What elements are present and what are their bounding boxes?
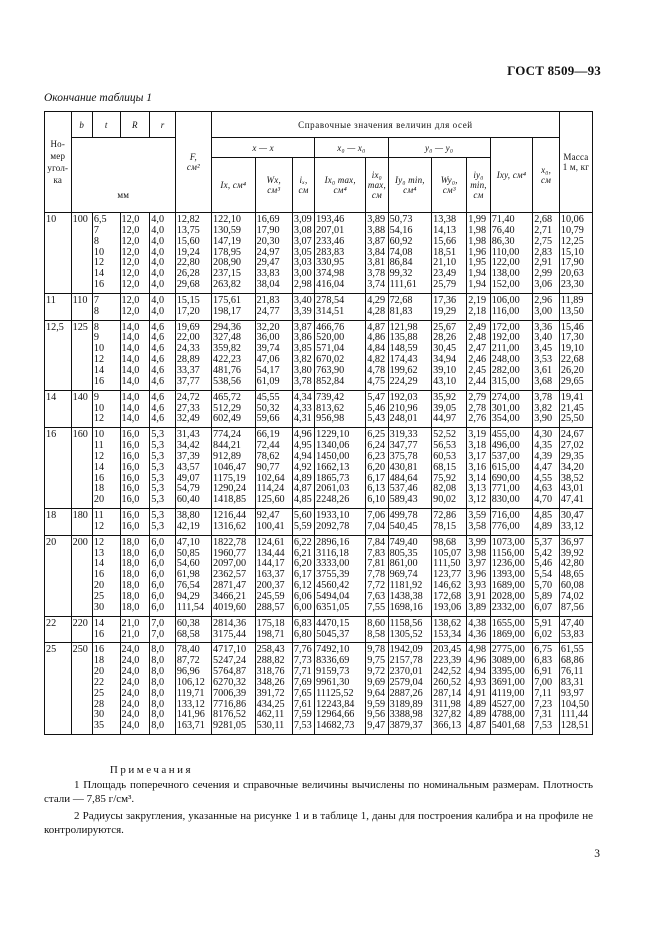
cell-R: 16,0 16,0 — [120, 509, 150, 536]
table-row — [45, 320, 593, 390]
cell-Ixy: 2775,00 3089,00 3395,00 3691,00 4119,00 4527,00 4788,00 5401,68 — [490, 643, 533, 735]
cell-ix: 6,83 6,80 — [292, 616, 314, 643]
cell-ix0: 5,47 5,46 5,43 — [366, 390, 388, 428]
cell-Wx: 32,20 36,00 39,74 47,06 54,17 61,09 — [255, 320, 292, 390]
header-Ix0: Ix₀ max, см⁴ — [315, 158, 366, 213]
cell-F: 12,82 13,75 15,60 19,24 22,80 26,28 29,68 — [175, 213, 211, 294]
cell-R: 12,0 12,0 12,0 12,0 12,0 12,0 12,0 — [120, 213, 150, 294]
cell-Ix0: 1229,10 1340,06 1450,00 1662,13 1865,73 2061,03 2248,26 — [315, 428, 366, 509]
cell-ix0: 7,84 7,83 7,81 7,78 7,72 7,63 7,55 — [366, 535, 388, 616]
cell-Wy0: 72,86 78,15 — [432, 509, 467, 536]
note-1: 1 Площадь поперечного сечения и справочные величины вычислены по номинальным размерам. Плотность стали — 7,85 г/см³. — [44, 779, 593, 805]
cell-iy0: 3,59 3,58 — [467, 509, 490, 536]
cell-t: 16 18 20 22 25 28 30 35 — [92, 643, 120, 735]
cell-r: 4,0 4,0 4,0 4,0 4,0 4,0 4,0 — [150, 213, 176, 294]
cell-b: 100 — [71, 213, 92, 294]
cell-F: 19,69 22,00 24,33 28,89 33,37 37,77 — [175, 320, 211, 390]
cell-iy0: 3,19 3,18 3,17 3,16 3,14 3,13 3,12 — [467, 428, 490, 509]
cell-Iy0: 192,03 210,96 248,01 — [388, 390, 432, 428]
cell-Wy0: 98,68 105,07 111,50 123,77 146,62 172,68 193,06 — [432, 535, 467, 616]
cell-Ix: 294,36 327,48 359,82 422,23 481,76 538,56 — [212, 320, 256, 390]
cell-t: 14 16 — [92, 616, 120, 643]
cell-b: 110 — [71, 293, 92, 320]
cell-mass: 15,46 17,30 19,10 22,68 26,20 29,65 — [559, 320, 592, 390]
cell-Iy0: 121,98 135,88 148,59 174,43 199,62 224,29 — [388, 320, 432, 390]
cell-iy0: 2,49 2,48 2,47 2,46 2,45 2,44 — [467, 320, 490, 390]
notes-heading: Примечания — [109, 764, 194, 776]
cell-ix: 4,96 4,95 4,94 4,92 4,89 4,87 4,85 — [292, 428, 314, 509]
cell-Ix: 1216,44 1316,62 — [212, 509, 256, 536]
cell-r: 4,0 4,0 — [150, 293, 176, 320]
cell-R: 12,0 12,0 — [120, 293, 150, 320]
cell-x0: 6,75 6,83 6,91 7,00 7,11 7,23 7,31 7,53 — [533, 643, 560, 735]
cell-F: 78,40 87,72 96,96 106,12 119,71 133,12 141,96 163,71 — [175, 643, 211, 735]
cell-nomer: 20 — [45, 535, 72, 616]
cell-Wx: 92,47 100,41 — [255, 509, 292, 536]
header-axis-x0: x₀ — x₀ — [315, 138, 388, 158]
cell-F: 31,43 34,42 37,39 43,57 49,07 54,79 60,40 — [175, 428, 211, 509]
cell-r: 5,3 5,3 5,3 5,3 5,3 5,3 5,3 — [150, 428, 176, 509]
cell-Ix0: 466,76 520,00 571,04 670,02 763,90 852,84 — [315, 320, 366, 390]
cell-ix0: 9,78 9,75 9,72 9,69 9,64 9,59 9,56 9,47 — [366, 643, 388, 735]
table-row — [45, 616, 593, 643]
cell-t: 9 10 12 — [92, 390, 120, 428]
cell-Ix: 4717,10 5247,24 5764,87 6270,32 7006,39 7716,86 8176,52 9281,05 — [212, 643, 256, 735]
cell-Wx: 66,19 72,44 78,62 90,77 102,64 114,24 125,60 — [255, 428, 292, 509]
cell-Wx: 258,43 288,82 318,76 348,26 391,72 434,25 462,11 530,11 — [255, 643, 292, 735]
cell-mass: 11,89 13,50 — [559, 293, 592, 320]
cell-mass: 36,97 39,92 42,80 48,65 60,08 74,02 87,56 — [559, 535, 592, 616]
cell-x0: 4,30 4,35 4,39 4,47 4,55 4,63 4,70 — [533, 428, 560, 509]
cell-t: 12 13 14 16 20 25 30 — [92, 535, 120, 616]
cell-Ix0: 739,42 813,62 956,98 — [315, 390, 366, 428]
cell-iy0: 2,79 2,78 2,76 — [467, 390, 490, 428]
cell-nomer: 16 — [45, 428, 72, 509]
standard-header: ГОСТ 8509—93 — [507, 63, 601, 78]
cell-Ix: 122,10 130,59 147,19 178,95 208,90 237,15 263,82 — [212, 213, 256, 294]
cell-ix: 6,22 6,21 6,20 6,17 6,12 6,06 6,00 — [292, 535, 314, 616]
cell-mass: 10,06 10,79 12,25 15,10 17,90 20,63 23,30 — [559, 213, 592, 294]
header-F: F, см² — [175, 112, 211, 213]
cell-nomer: 12,5 — [45, 320, 72, 390]
cell-b: 160 — [71, 428, 92, 509]
table-row — [45, 293, 593, 320]
cell-Ix0: 278,54 314,51 — [315, 293, 366, 320]
header-Ix: Ix, см⁴ — [212, 158, 256, 213]
cell-nomer: 25 — [45, 643, 72, 735]
cell-Wx: 21,83 24,77 — [255, 293, 292, 320]
cell-Ix0: 4470,15 5045,37 — [315, 616, 366, 643]
header-mass: Масса 1 м, кг — [559, 112, 592, 213]
page-number: 3 — [594, 848, 600, 860]
cell-Iy0: 749,40 805,35 861,00 969,74 1181,92 1438,38 1698,16 — [388, 535, 432, 616]
cell-R: 14,0 14,0 14,0 — [120, 390, 150, 428]
cell-Iy0: 319,33 347,77 375,78 430,81 484,64 537,46 589,43 — [388, 428, 432, 509]
cell-x0: 3,78 3,82 3,90 — [533, 390, 560, 428]
cell-nomer: 10 — [45, 213, 72, 294]
cell-Ixy: 1655,00 1869,00 — [490, 616, 533, 643]
cell-Ixy: 274,00 301,00 354,00 — [490, 390, 533, 428]
cell-b: 250 — [71, 643, 92, 735]
cell-Wy0: 25,67 28,26 30,45 34,94 39,10 43,10 — [432, 320, 467, 390]
cell-Ixy: 172,00 192,00 211,00 248,00 282,00 315,00 — [490, 320, 533, 390]
header-b: b — [71, 112, 92, 138]
header-t: t — [92, 112, 120, 138]
cell-ix0: 8,60 8,58 — [366, 616, 388, 643]
cell-Ixy: 106,00 116,00 — [490, 293, 533, 320]
cell-Wx: 175,18 198,71 — [255, 616, 292, 643]
cell-t: 8 9 10 12 14 16 — [92, 320, 120, 390]
cell-iy0: 4,38 4,36 — [467, 616, 490, 643]
cell-ix: 3,40 3,39 — [292, 293, 314, 320]
header-axis-xx: x — x — [212, 138, 315, 158]
cell-Ixy: 455,00 496,00 537,00 615,00 690,00 771,00 830,00 — [490, 428, 533, 509]
cell-r: 8,0 8,0 8,0 8,0 8,0 8,0 8,0 8,0 — [150, 643, 176, 735]
cell-Ix: 175,61 198,17 — [212, 293, 256, 320]
cell-Iy0: 1158,56 1305,52 — [388, 616, 432, 643]
header-Ixy: Ixy, см⁴ — [490, 138, 533, 213]
cell-t: 11 12 — [92, 509, 120, 536]
cell-ix0: 4,87 4,86 4,84 4,82 4,78 4,75 — [366, 320, 388, 390]
cell-Wx: 124,61 134,44 144,17 163,37 200,37 245,59 288,57 — [255, 535, 292, 616]
cell-t: 10 11 12 14 16 18 20 — [92, 428, 120, 509]
cell-ix0: 7,06 7,04 — [366, 509, 388, 536]
header-iy0: iy₀ min, см — [467, 158, 490, 213]
table-caption: Окончание таблицы 1 — [44, 92, 152, 104]
header-ix: iₓ, см — [292, 158, 314, 213]
cell-mass: 30,47 33,12 — [559, 509, 592, 536]
table-row — [45, 213, 593, 294]
cell-t: 6,5 7 8 10 12 14 16 — [92, 213, 120, 294]
cell-ix0: 3,89 3,88 3,87 3,84 3,81 3,78 3,74 — [366, 213, 388, 294]
cell-Ix0: 2896,16 3116,18 3333,00 3755,39 4560,42 5494,04 6351,05 — [315, 535, 366, 616]
header-Wx: Wx, см³ — [255, 158, 292, 213]
table-row — [45, 428, 593, 509]
cell-F: 24,72 27,33 32,49 — [175, 390, 211, 428]
table-body — [45, 213, 593, 735]
cell-Ix: 2814,36 3175,44 — [212, 616, 256, 643]
note-2: 2 Радиусы закругления, указанные на рисунке 1 и в таблице 1, даны для построения калибра и на профиле не контролируются. — [44, 810, 593, 836]
cell-nomer: 11 — [45, 293, 72, 320]
cell-x0: 5,91 6,02 — [533, 616, 560, 643]
cell-Ix0: 1933,10 2092,78 — [315, 509, 366, 536]
cell-r: 6,0 6,0 6,0 6,0 6,0 6,0 6,0 — [150, 535, 176, 616]
table-row — [45, 390, 593, 428]
cell-r: 4,6 4,6 4,6 4,6 4,6 4,6 — [150, 320, 176, 390]
cell-R: 24,0 24,0 24,0 24,0 24,0 24,0 24,0 24,0 — [120, 643, 150, 735]
cell-R: 16,0 16,0 16,0 16,0 16,0 16,0 16,0 — [120, 428, 150, 509]
cell-Wx: 16,69 17,90 20,30 24,97 29,47 33,83 38,04 — [255, 213, 292, 294]
cell-Ix: 1822,78 1960,77 2097,00 2362,57 2871,47 3466,21 4019,60 — [212, 535, 256, 616]
header-r: r — [150, 112, 176, 138]
header-Iy0: Iy₀ min, см⁴ — [388, 158, 432, 213]
table-row — [45, 509, 593, 536]
cell-F: 15,15 17,20 — [175, 293, 211, 320]
cell-Iy0: 72,68 81,83 — [388, 293, 432, 320]
cell-r: 7,0 7,0 — [150, 616, 176, 643]
notes-section — [44, 763, 593, 840]
header-axis-y0: y₀ — y₀ — [388, 138, 490, 158]
data-table — [44, 111, 593, 735]
cell-x0: 3,36 3,40 3,45 3,53 3,61 3,68 — [533, 320, 560, 390]
cell-Iy0: 499,78 540,45 — [388, 509, 432, 536]
cell-Wy0: 35,92 39,05 44,97 — [432, 390, 467, 428]
header-mm: мм — [71, 138, 175, 213]
cell-Wy0: 138,62 153,34 — [432, 616, 467, 643]
header-reference: Справочные значения величин для осей — [212, 112, 560, 138]
cell-nomer: 22 — [45, 616, 72, 643]
cell-F: 47,10 50,85 54,60 61,98 76,54 94,29 111,54 — [175, 535, 211, 616]
cell-iy0: 4,98 4,96 4,94 4,93 4,91 4,89 4,89 4,87 — [467, 643, 490, 735]
cell-nomer: 18 — [45, 509, 72, 536]
cell-mass: 19,41 21,45 25,50 — [559, 390, 592, 428]
header-R: R — [120, 112, 150, 138]
cell-b: 180 — [71, 509, 92, 536]
cell-nomer: 14 — [45, 390, 72, 428]
cell-R: 21,0 21,0 — [120, 616, 150, 643]
cell-Wx: 45,55 50,32 59,66 — [255, 390, 292, 428]
header-x0: x₀, см — [533, 138, 560, 213]
cell-R: 18,0 18,0 18,0 18,0 18,0 18,0 18,0 — [120, 535, 150, 616]
cell-iy0: 2,19 2,18 — [467, 293, 490, 320]
cell-Ixy: 71,40 76,40 86,30 110,00 122,00 138,00 152,00 — [490, 213, 533, 294]
cell-Wy0: 13,38 14,13 15,66 18,51 21,10 23,49 25,79 — [432, 213, 467, 294]
cell-ix0: 4,29 4,28 — [366, 293, 388, 320]
cell-Ix0: 193,46 207,01 233,46 283,83 330,95 374,98 416,04 — [315, 213, 366, 294]
cell-ix: 5,60 5,59 — [292, 509, 314, 536]
cell-r: 5,3 5,3 — [150, 509, 176, 536]
cell-Wy0: 52,52 56,53 60,53 68,15 75,92 82,08 90,02 — [432, 428, 467, 509]
cell-x0: 5,37 5,42 5,46 5,54 5,70 5,89 6,07 — [533, 535, 560, 616]
cell-iy0: 3,99 3,98 3,97 3,96 3,93 3,91 3,89 — [467, 535, 490, 616]
cell-Iy0: 50,73 54,16 60,92 74,08 86,84 99,32 111,61 — [388, 213, 432, 294]
table-row — [45, 535, 593, 616]
cell-mass: 47,40 53,83 — [559, 616, 592, 643]
cell-mass: 24,67 27,02 29,35 34,20 38,52 43,01 47,41 — [559, 428, 592, 509]
cell-Iy0: 1942,09 2157,78 2370,01 2579,04 2887,26 3189,89 3388,98 3879,37 — [388, 643, 432, 735]
cell-F: 60,38 68,58 — [175, 616, 211, 643]
cell-r: 4,6 4,6 4,6 — [150, 390, 176, 428]
cell-Ix: 465,72 512,29 602,49 — [212, 390, 256, 428]
cell-ix: 3,87 3,86 3,85 3,82 3,80 3,78 — [292, 320, 314, 390]
cell-F: 38,80 42,19 — [175, 509, 211, 536]
cell-ix: 4,34 4,33 4,31 — [292, 390, 314, 428]
cell-b: 125 — [71, 320, 92, 390]
cell-x0: 4,85 4,89 — [533, 509, 560, 536]
cell-t: 7 8 — [92, 293, 120, 320]
cell-Ix: 774,24 844,21 912,89 1046,47 1175,19 1290,24 1418,85 — [212, 428, 256, 509]
header-nomer: Но- мер угол- ка — [45, 112, 72, 213]
cell-Ixy: 716,00 776,00 — [490, 509, 533, 536]
header-Wy0: Wy₀, см³ — [432, 158, 467, 213]
cell-Wy0: 17,36 19,29 — [432, 293, 467, 320]
cell-R: 14,0 14,0 14,0 14,0 14,0 14,0 — [120, 320, 150, 390]
cell-mass: 61,55 68,86 76,11 83,31 93,97 104,50 111,44 128,51 — [559, 643, 592, 735]
header-ix0: ix₀ max, см — [366, 158, 388, 213]
cell-b: 220 — [71, 616, 92, 643]
cell-ix: 7,76 7,73 7,71 7,69 7,65 7,61 7,59 7,53 — [292, 643, 314, 735]
cell-x0: 2,68 2,71 2,75 2,83 2,91 2,99 3,06 — [533, 213, 560, 294]
cell-Ixy: 1073,00 1156,00 1236,00 1393,00 1689,00 2028,00 2332,00 — [490, 535, 533, 616]
cell-ix0: 6,25 6,24 6,23 6,20 6,17 6,13 6,10 — [366, 428, 388, 509]
cell-x0: 2,96 3,00 — [533, 293, 560, 320]
cell-b: 140 — [71, 390, 92, 428]
table-row — [45, 643, 593, 735]
cell-ix: 3,09 3,08 3,07 3,05 3,03 3,00 2,98 — [292, 213, 314, 294]
cell-iy0: 1,99 1,98 1,98 1,96 1,95 1,94 1,94 — [467, 213, 490, 294]
cell-Ix0: 7492,10 8336,69 9159,73 9961,30 11125,52 12243,84 12964,66 14682,73 — [315, 643, 366, 735]
cell-b: 200 — [71, 535, 92, 616]
cell-Wy0: 203,45 223,39 242,52 260,52 287,14 311,98 327,82 366,13 — [432, 643, 467, 735]
